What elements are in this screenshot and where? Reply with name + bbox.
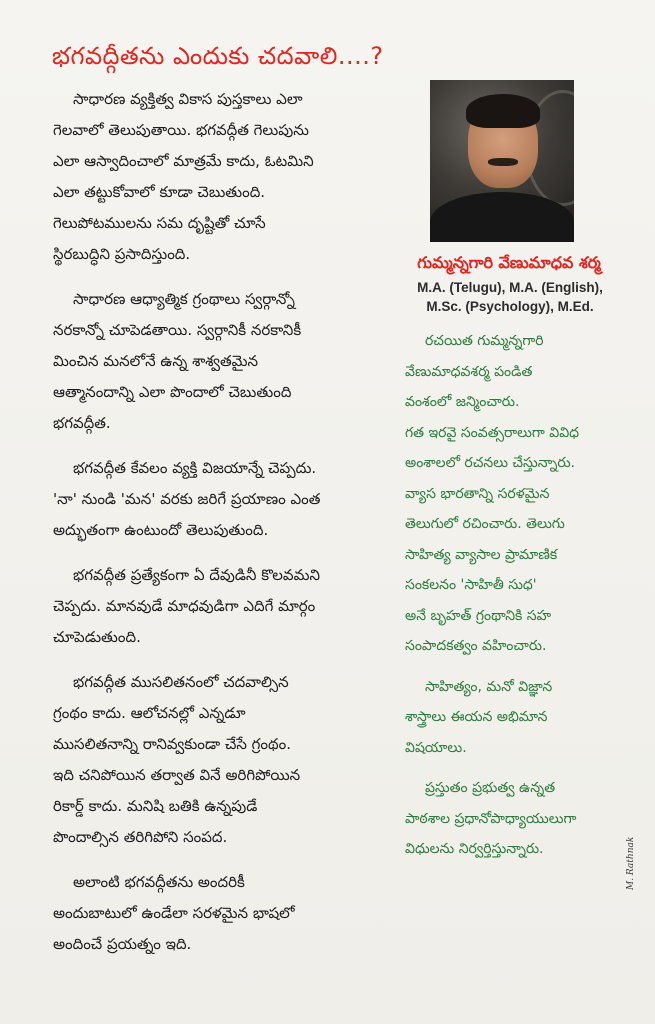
text-line: శాస్త్రాలు ఈయన అభిమాన: [405, 709, 548, 725]
text-line: ప్రస్తుతం ప్రభుత్వ ఉన్నత: [425, 780, 556, 796]
text-line: ముసలితనాన్ని రానివ్వకుండా చేసే గ్రంథం.: [53, 735, 291, 753]
paragraph: [53, 867, 383, 960]
text-line: వేణుమాధవశర్మ పండిత: [405, 363, 533, 380]
text-line: గ్రంథం కాదు. ఆలోచనల్లో ఎన్నడూ: [53, 704, 246, 722]
text-line: సంకలనం 'సాహితీ సుధ': [405, 577, 537, 593]
text-line: భగవద్గీత.: [53, 414, 111, 432]
text-line: పాఠశాల ప్రధానోపాధ్యాయులుగా: [405, 810, 577, 827]
author-qualifications: [385, 278, 635, 316]
qualification-line: M.Sc. (Psychology), M.Ed.: [426, 299, 594, 314]
photo-hair: [466, 94, 540, 128]
text-line: చెప్పదు. మానవుడే మాధవుడిగా ఎదిగే మార్గం: [53, 597, 316, 615]
text-line: అందుబాటులో ఉండేలా సరళమైన భాషలో: [53, 904, 295, 922]
text-line: నరకాన్నో చూపెడతాయి. స్వర్గానికీ నరకానికీ: [53, 321, 302, 339]
text-line: భగవద్గీత ముసలితనంలో చదవాల్సిన: [73, 673, 289, 691]
paragraph: [405, 326, 640, 662]
paragraph: [405, 672, 640, 764]
page-title: భగవద్గీతను ఎందుకు చదవాలి....?: [52, 42, 384, 70]
text-line: అద్భుతంగా ఉంటుందో తెలుపుతుంది.: [53, 521, 269, 539]
text-line: అలాంటి భగవద్గీతను అందరికీ: [73, 873, 245, 891]
text-line: అందించే ప్రయత్నం ఇది.: [53, 935, 192, 953]
paragraph: [405, 773, 640, 865]
text-line: సాధారణ ఆధ్యాత్మిక గ్రంథాలు స్వర్గాన్నో: [73, 290, 295, 308]
text-line: పొందాల్సిన తరిగిపోని సంపద.: [53, 828, 228, 846]
author-photo: [430, 80, 574, 242]
text-line: సాహిత్యం, మనో విజ్ఞాన: [425, 678, 553, 695]
text-line: మించిన మనలోనే ఉన్న శాశ్వతమైన: [53, 352, 259, 370]
text-line: రికార్డ్ కాదు. మనిషి బతికి ఉన్నపుడే: [53, 797, 258, 815]
text-line: సాహిత్య వ్యాసాల ప్రామాణిక: [405, 546, 558, 563]
text-line: అనే బృహత్ గ్రంథానికి సహ: [405, 607, 552, 624]
text-line: రచయిత గుమ్మన్నగారి: [425, 333, 544, 349]
paragraph: [53, 560, 383, 653]
text-line: స్థిరబుద్ధిని ప్రసాదిస్తుంది.: [53, 245, 191, 263]
text-line: చూపెడుతుంది.: [53, 628, 141, 646]
text-line: ఆత్మానందాన్ని ఎలా పొందాలో చెబుతుంది: [53, 383, 292, 401]
text-line: వ్యాస భారతాన్ని సరళమైన: [405, 485, 550, 502]
text-line: గెలుపోటములను సమ దృష్టితో చూసే: [53, 214, 266, 232]
right-column: [405, 326, 640, 875]
text-line: గత ఇరవై సంవత్సరాలుగా వివిధ: [405, 424, 580, 441]
paragraph: [53, 667, 383, 853]
left-column: [53, 84, 383, 974]
text-line: 'నా' నుండి 'మన' వరకు జరిగే ప్రయాణం ఎంత: [53, 490, 321, 508]
text-line: భగవద్గీత కేవలం వ్యక్తి విజయాన్నే చెప్పదు.: [73, 459, 317, 477]
paragraph: [53, 84, 383, 270]
paragraph: [53, 453, 383, 546]
text-line: తెలుగులో రచించారు. తెలుగు: [405, 516, 565, 532]
text-line: ఎలా ఆస్వాదించాలో మాత్రమే కాదు, ఓటమిని: [53, 152, 314, 170]
text-line: విధులను నిర్వర్తిస్తున్నారు.: [405, 841, 544, 857]
author-name: గుమ్మన్నగారి వేణుమాధవ శర్మ: [417, 253, 601, 272]
text-line: భగవద్గీత ప్రత్యేకంగా ఏ దేవుడినీ కొలవమని: [73, 566, 320, 584]
text-line: ఎలా తట్టుకోవాలో కూడా చెబుతుంది.: [53, 183, 266, 201]
paragraph: [53, 284, 383, 439]
text-line: వంశంలో జన్మించారు.: [405, 394, 520, 410]
artist-signature: M. Rathnak: [626, 836, 636, 890]
text-line: సాధారణ వ్యక్తిత్వ వికాస పుస్తకాలు ఎలా: [73, 90, 303, 108]
qualification-line: M.A. (Telugu), M.A. (English),: [417, 280, 603, 295]
text-line: అంశాలలో రచనలు చేస్తున్నారు.: [405, 455, 575, 471]
text-line: సంపాదకత్వం వహించారు.: [405, 638, 547, 654]
text-line: ఇది చనిపోయిన తర్వాత వినే అరిగిపోయిన: [53, 766, 301, 784]
text-line: గెలవాలో తెలుపుతాయి. భగవద్గీత గెలుపును: [53, 121, 309, 139]
text-line: విషయాలు.: [405, 739, 467, 756]
photo-mustache: [488, 158, 518, 166]
